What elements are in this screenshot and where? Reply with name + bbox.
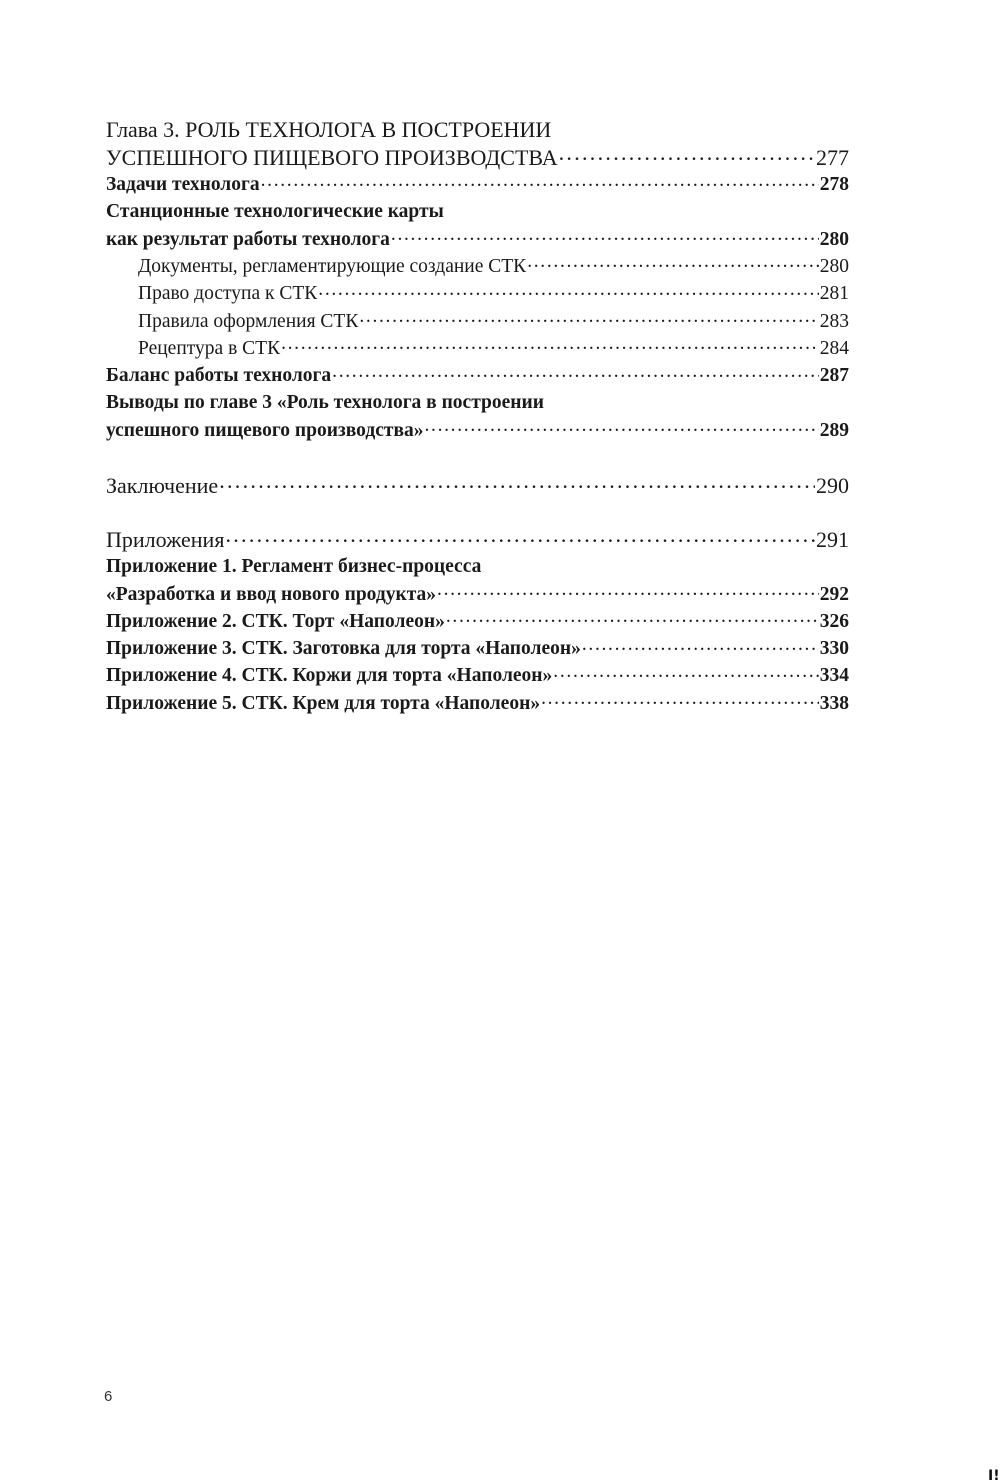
toc-entry-text: Приложение 2. СТК. Торт «Наполеон» [106,610,445,632]
toc-entry-text: Выводы по главе 3 «Роль технолога в построении [106,391,544,413]
toc-entry-text: Баланс работы технолога [106,365,332,387]
dot-leader [424,416,818,436]
toc-entry-stk[interactable] [106,225,849,252]
toc-subentry[interactable] [106,334,849,361]
toc-entry-stk-line1 [106,198,849,225]
toc-entry-text: Глава 3. РОЛЬ ТЕХНОЛОГА В ПОСТРОЕНИИ [106,117,552,142]
toc-entry-text: Рецептура в СТК [138,337,281,359]
toc-subentry[interactable] [106,280,849,307]
toc-page-number: 338 [819,692,849,714]
toc-subentry[interactable] [106,307,849,334]
toc-page-number: 280 [819,228,849,250]
toc-entry-text: Задачи технолога [106,174,260,196]
toc-page-number: 292 [819,583,849,605]
toc-entry-conclusions-line1 [106,389,849,416]
edge-mark: I! [988,1468,1000,1483]
toc-entry-appendix1[interactable] [106,580,849,607]
toc-page-number: 290 [816,472,849,498]
toc-page-number: 277 [816,145,849,171]
toc-entry-appendix4[interactable] [106,662,849,689]
toc-entry-text: «Разработка и ввод нового продукта» [106,583,437,605]
toc-page-number: 326 [819,610,849,632]
toc-entry-text: успешного пищевого производства» [106,419,424,441]
toc-page-number: 281 [819,283,849,305]
table-of-contents [106,116,849,717]
toc-entry-balance[interactable] [106,362,849,389]
toc-entry-text: Приложение 4. СТК. Коржи для торта «Наполеон» [106,665,553,687]
toc-page-number: 283 [819,310,849,332]
toc-entry-text: Приложение 3. СТК. Заготовка для торта «Наполеон» [106,638,581,660]
dot-leader [359,307,818,327]
toc-entry-text: Документы, регламентирующие создание СТК [138,255,527,277]
toc-entry-text: Заключение [106,472,219,498]
toc-entry-text: Право доступа к СТК [138,283,318,305]
dot-leader [541,689,819,709]
dot-leader [225,525,815,547]
dot-leader [437,580,819,600]
toc-page-number: 291 [816,527,849,553]
dot-leader [261,171,819,191]
dot-leader [527,252,819,272]
toc-entry-appendix2[interactable] [106,607,849,634]
toc-subentry[interactable] [106,252,849,279]
toc-page-number: 287 [819,365,849,387]
dot-leader [559,143,815,165]
dot-leader [219,471,815,493]
toc-entry-conclusion[interactable] [106,471,849,498]
toc-entry-appendix1-line1 [106,553,849,580]
dot-leader [332,362,819,382]
dot-leader [553,662,818,682]
toc-page-number: 334 [819,665,849,687]
dot-leader [446,607,819,627]
toc-entry-text: Приложение 1. Регламент бизнес-процесса [106,555,482,577]
toc-entry-text: как результат работы технолога [106,228,390,250]
dot-leader [318,280,818,300]
toc-entry-chapter3-line1 [106,116,849,143]
toc-entry-appendices[interactable] [106,525,849,552]
toc-entry-text: Приложения [106,527,225,553]
toc-entry-tasks[interactable] [106,171,849,198]
toc-entry-appendix3[interactable] [106,635,849,662]
toc-entry-text: Правила оформления СТК [138,310,359,332]
dot-leader [281,334,819,354]
toc-entry-chapter3[interactable] [106,143,849,170]
page-number: 6 [104,1388,113,1405]
toc-page-number: 284 [819,337,849,359]
toc-entry-text: УСПЕШНОГО ПИЩЕВОГО ПРОИЗВОДСТВА [106,145,558,171]
dot-leader [582,635,819,655]
toc-entry-conclusions[interactable] [106,416,849,443]
dot-leader [391,225,819,245]
toc-entry-text: Станционные технологические карты [106,200,444,222]
toc-page-number: 330 [819,638,849,660]
toc-page-number: 280 [819,255,849,277]
toc-entry-appendix5[interactable] [106,689,849,716]
toc-page-number: 278 [819,174,849,196]
toc-page-number: 289 [819,419,849,441]
toc-entry-text: Приложение 5. СТК. Крем для торта «Наполеон» [106,692,541,714]
